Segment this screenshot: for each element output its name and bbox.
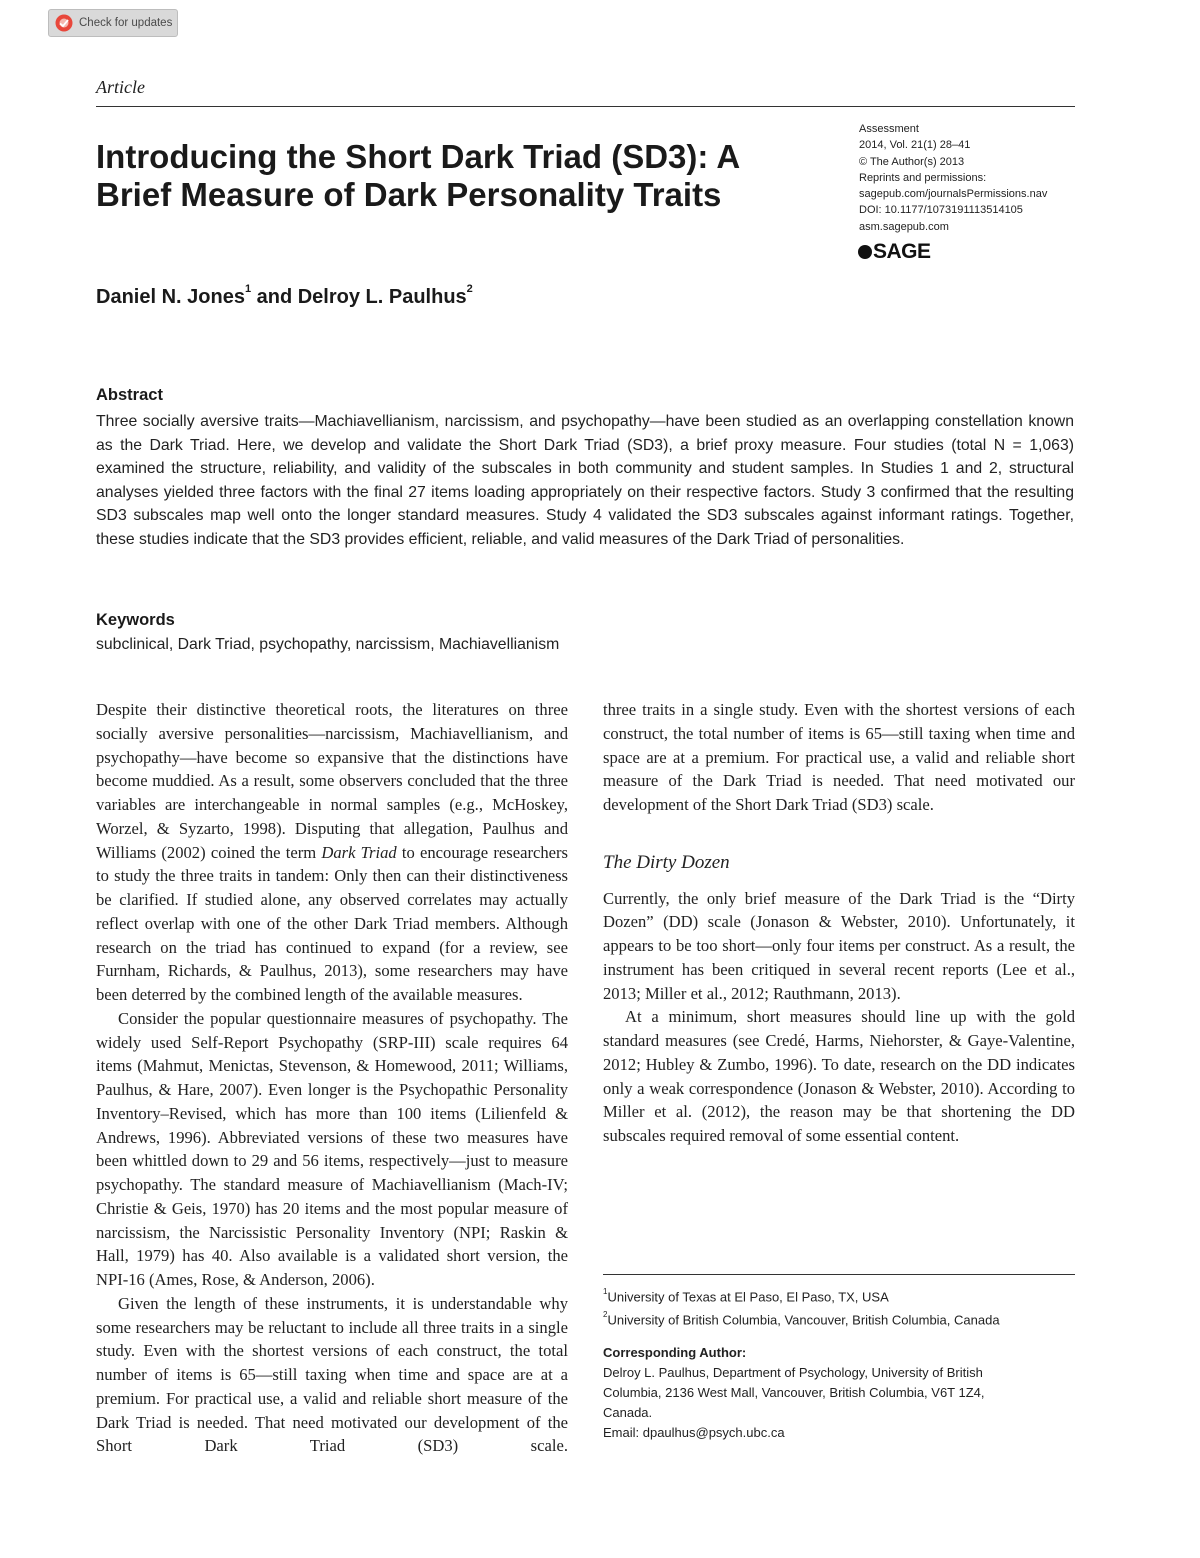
check-for-updates-icon xyxy=(55,14,73,32)
article-title-line1: Introducing the Short Dark Triad (SD3): A xyxy=(96,138,741,175)
article-type-label: Article xyxy=(96,77,145,97)
keywords-text: subclinical, Dark Triad, psychopathy, narcissism, Machiavellianism xyxy=(96,636,560,653)
italic-term: Dark Triad xyxy=(321,842,397,862)
copyright: © The Author(s) 2013 xyxy=(859,155,965,168)
abstract-heading: Abstract xyxy=(96,386,163,404)
footnotes xyxy=(603,1284,1083,1443)
check-for-updates-button[interactable] xyxy=(48,9,178,37)
body-text: to encourage researchers to study the three traits in tandem: Only then can their distinctiveness be clarified. If studied alone, any observed correlates may actually reflect overlap with one of the other Dark Triad members. Although research on the triad has continued to expand (for a review, see Furnham, Richards, & Paulhus, 2013), some researchers may have been deterred by the combined length of the available measures. xyxy=(96,842,568,1004)
author-list xyxy=(96,283,473,309)
sage-logo-icon xyxy=(858,245,872,259)
article-title xyxy=(96,138,836,214)
journal-url[interactable]: asm.sagepub.com xyxy=(859,220,949,233)
corresponding-author-heading: Corresponding Author: xyxy=(603,1344,747,1360)
affiliation-marker: 1 xyxy=(603,1287,608,1296)
body-column-left xyxy=(96,698,568,1456)
body-paragraph-continued: three traits in a single study. Even with the shortest versions of each construct, the total number of items is 65—still taxing when time and space are at a premium. For practical use, a valid and reliable short measure of the Dark Triad is needed. That need motivated our development of the Short Dark Triad (SD3) scale. xyxy=(603,700,1075,814)
article-title-line2: Brief Measure of Dark Personality Traits xyxy=(96,176,722,213)
affiliation-2 xyxy=(603,1307,1083,1330)
affiliation-1 xyxy=(603,1284,1083,1307)
body-text: Despite their distinctive theoretical roots, the literatures on three socially aversive personalities—narcissism, Machiavellianism, and psychopathy—have become so expansive that the distinctions have become muddied. As a result, some observers concluded that the three variables are interchangeable in normal samples (e.g., McHoskey, Worzel, & Syzarto, 1998). Disputing that allegation, Paulhus and Williams (2002) coined the term xyxy=(96,700,568,862)
author-name: Delroy L. Paulhus xyxy=(297,286,467,308)
journal-name: Assessment xyxy=(859,123,919,135)
body-paragraph: Given the length of these instruments, it is understandable why some researchers may be reluctant to include all three traits in a single study. Even with the shortest versions of each construct, the total number of items is 65—still taxing when time and space are at a premium. For practical use, a valid and reliable short measure of the Dark Triad is needed. That need motivated our development of the Short Dark Triad (SD3) scale. xyxy=(96,1293,568,1456)
affiliation-marker: 2 xyxy=(603,1310,608,1320)
affiliation-marker: 2 xyxy=(466,283,473,296)
corresponding-author-line: Canada. xyxy=(603,1404,653,1420)
body-paragraph xyxy=(96,698,568,1007)
check-for-updates-label: Check for updates xyxy=(79,17,173,29)
corresponding-author-line: Columbia, 2136 West Mall, Vancouver, British Columbia, V6T 1Z4, xyxy=(603,1384,985,1400)
footnote-divider xyxy=(603,1274,1075,1275)
abstract-text: Three socially aversive traits—Machiavellianism, narcissism, and psychopathy—have been studied as an overlapping constellation known as the Dark Triad. Here, we develop and validate the Short Dark Triad (SD3), a brief proxy measure. Four studies (total N = 1,063) examined the structure, reliability, and validity of the subscales in both community and student samples. In Studies 1 and 2, structural analyses yielded three factors with the final 27 items loading appropriately on their respective factors. Study 3 confirmed that the resulting SD3 subscales map well onto the longer standard measures. Study 4 validated the SD3 subscales against informant ratings. Together, these studies indicate that the SD3 provides efficient, reliable, and valid measures of the Dark Triad of personalities. xyxy=(96,413,1074,548)
keywords-heading: Keywords xyxy=(96,611,175,629)
affiliation-text: University of Texas at El Paso, El Paso, TX, USA xyxy=(607,1289,889,1305)
corresponding-author-line: Delroy L. Paulhus, Department of Psychology, University of British xyxy=(603,1364,983,1380)
permissions-link[interactable]: sagepub.com/journalsPermissions.nav xyxy=(859,188,1048,201)
reprints-label: Reprints and permissions: xyxy=(859,171,987,184)
sage-logo xyxy=(858,240,931,264)
author-connector: and xyxy=(251,286,298,308)
body-paragraph: At a minimum, short measures should line up with the gold standard measures (see Credé, Harms, Niehorster, & Gaye-Valentine, 2012; Hubley & Zumbo, 1996). To date, research on the DD indicates only a weak correspondence (Jonason & Webster, 2010). According to Miller et al. (2012), the reason may be that shortening the DD subscales required removal of some essential content. xyxy=(603,1007,1075,1145)
sage-logo-text: SAGE xyxy=(873,240,931,263)
body-column-right xyxy=(603,698,1075,1148)
journal-info xyxy=(859,121,1089,235)
doi[interactable]: DOI: 10.1177/1073191113514105 xyxy=(859,204,1023,217)
header-divider xyxy=(96,106,1075,107)
section-heading: The Dirty Dozen xyxy=(603,851,730,873)
journal-volume: 2014, Vol. 21(1) 28–41 xyxy=(859,139,971,152)
body-paragraph: Currently, the only brief measure of the Dark Triad is the “Dirty Dozen” (DD) scale (Jonason & Webster, 2010). Unfortunately, it appears to be too short—only four items per construct. As a result, the instrument has been critiqued in several recent reports (Lee et al., 2013; Miller et al., 2012; Rauthmann, 2013). xyxy=(603,888,1075,1003)
author-name: Daniel N. Jones xyxy=(96,286,245,308)
body-paragraph: Consider the popular questionnaire measures of psychopathy. The widely used Self-Report Psychopathy (SRP-III) scale requires 64 items (Mahmut, Menictas, Stevenson, & Homewood, 2011; Williams, Paulhus, & Hare, 2007). Even longer is the Psychopathic Personality Inventory–Revised, which has more than 100 items (Lilienfeld & Andrews, 1996). Abbreviated versions of these two measures have been whittled down to 29 and 56 items, respectively—just to measure psychopathy. The standard measure of Machiavellianism (Mach-IV; Christie & Geis, 1970) has 20 items and the most popular measure of narcissism, the Narcissistic Personality Inventory (NPI; Raskin & Hall, 1979) has 40. Also available is a validated short version, the NPI-16 (Ames, Rose, & Anderson, 2006). xyxy=(96,1008,568,1289)
corresponding-author-email[interactable]: Email: dpaulhus@psych.ubc.ca xyxy=(603,1424,785,1440)
affiliation-marker: 1 xyxy=(244,283,252,296)
affiliation-text: University of British Columbia, Vancouver, British Columbia, Canada xyxy=(607,1312,1000,1328)
